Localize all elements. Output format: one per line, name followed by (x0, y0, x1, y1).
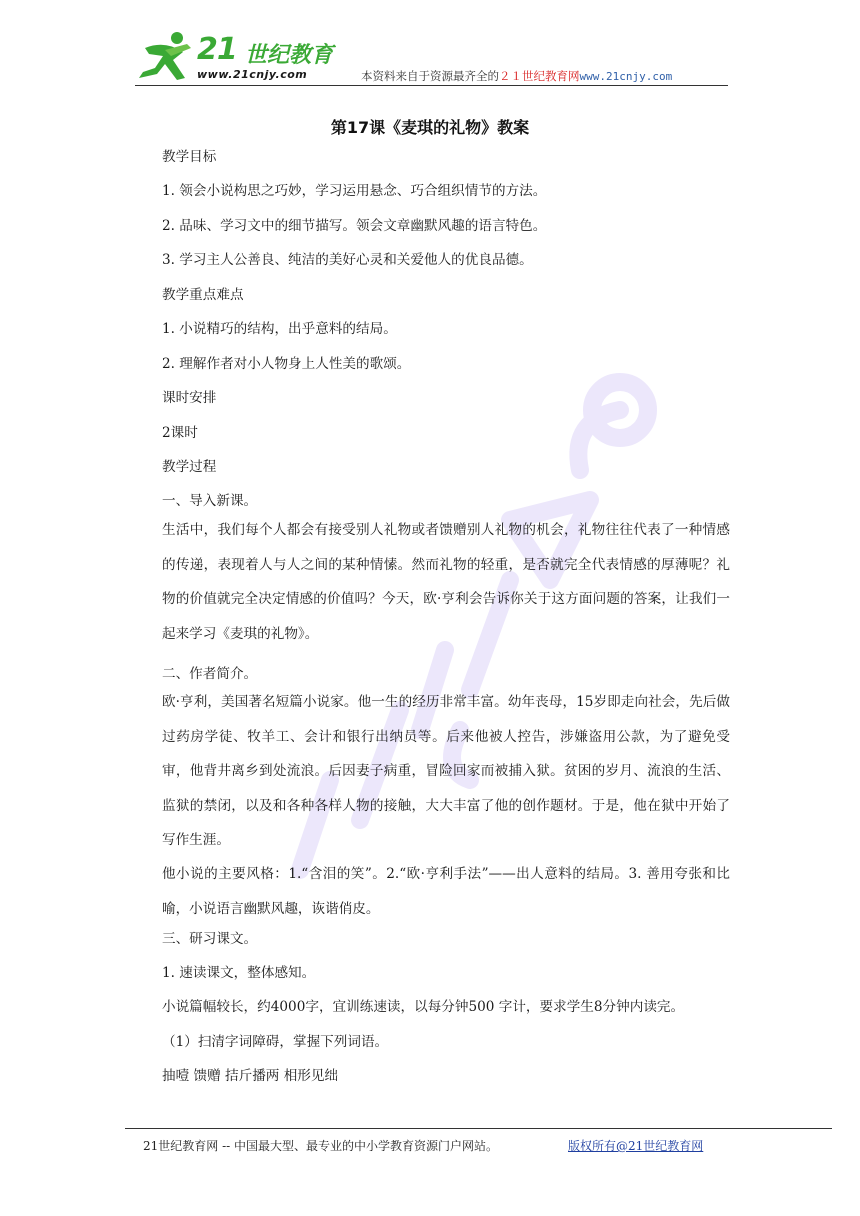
vocab-instruction: （1）扫清字词障碍，掌握下列词语。 (162, 1034, 389, 1050)
footer-copyright-link[interactable]: 版权所有@21世纪教育网 (568, 1139, 704, 1153)
runner-logo-icon (135, 30, 197, 82)
site-logo[interactable] (135, 28, 335, 86)
page-title: 第17课《麦琪的礼物》教案 (330, 118, 530, 137)
goal-item-2: 2. 品味、学习文中的细节描写。领会文章幽默风趣的语言特色。 (162, 218, 547, 234)
footer-text: 21世纪教育网 -- 中国最大型、最专业的中小学教育资源门户网站。 (143, 1139, 499, 1153)
reading-note: 小说篇幅较长，约4000字，宜训练速读，以每分钟500 字计，要求学生8分钟内读完。 (162, 999, 685, 1015)
intro-paragraph: 生活中，我们每个人都会有接受别人礼物或者馈赠别人礼物的机会，礼物往往代表了一种情感的传递，表现着人与人之间的某种情愫。然而礼物的轻重，是否就完全代表情感的厚薄呢？礼物的价值就完全决定情感的价值吗？今天，欧·亨利会告诉你关于这方面问题的答案，让我们一起来学习《麦琪的礼物》。 (162, 522, 730, 642)
header-divider (135, 85, 728, 86)
logo-url: www.21cnjy.com (197, 68, 308, 81)
step-1: 1. 速读课文，整体感知。 (162, 965, 316, 981)
header-note (361, 68, 672, 84)
section-intro-heading: 一、导入新课。 (162, 493, 258, 509)
footer-divider (125, 1128, 832, 1129)
header-note-prefix: 本资料来自于资源最齐全的 (361, 69, 499, 83)
schedule-value: 2课时 (162, 425, 198, 441)
schedule-heading: 课时安排 (162, 390, 217, 406)
logo-name: 世纪教育 (245, 43, 334, 68)
goals-heading: 教学目标 (162, 149, 217, 165)
goal-item-3: 3. 学习主人公善良、纯洁的美好心灵和关爱他人的优良品德。 (162, 252, 533, 268)
logo-number: 21 (197, 32, 237, 67)
section-study-heading: 三、研习课文。 (162, 931, 258, 947)
author-paragraph: 欧·亨利，美国著名短篇小说家。他一生的经历非常丰富。幼年丧母，15岁即走向社会，先后做过药房学徒、牧羊工、会计和银行出纳员等。后来他被人控告，涉嫌盗用公款，为了避免受审，他背井离乡到处流浪。后因妻子病重，冒险回家而被捕入狱。贫困的岁月、流浪的生活、监狱的禁闭，以及和各种各样人物的接触，大大丰富了他的创作题材。于是，他在狱中开始了写作生涯。 (162, 694, 730, 848)
style-paragraph: 他小说的主要风格：1.“含泪的笑”。2.“欧·亨利手法”——出人意料的结局。3. 善用夸张和比喻，小说语言幽默风趣，诙谐俏皮。 (162, 866, 730, 917)
key-point-1: 1. 小说精巧的结构，出乎意料的结局。 (162, 321, 397, 337)
header-site-name[interactable]: ２１世纪教育网 (499, 69, 580, 83)
key-points-heading: 教学重点难点 (162, 287, 244, 303)
vocab-list: 抽噎 馈赠 拮斤播两 相形见绌 (162, 1068, 339, 1084)
key-point-2: 2. 理解作者对小人物身上人性美的歌颂。 (162, 356, 411, 372)
process-heading: 教学过程 (162, 459, 217, 475)
goal-item-1: 1. 领会小说构思之巧妙，学习运用悬念、巧合组织情节的方法。 (162, 183, 547, 199)
header-site-url[interactable]: www.21cnjy.com (579, 70, 673, 83)
section-author-heading: 二、作者简介。 (162, 666, 258, 682)
